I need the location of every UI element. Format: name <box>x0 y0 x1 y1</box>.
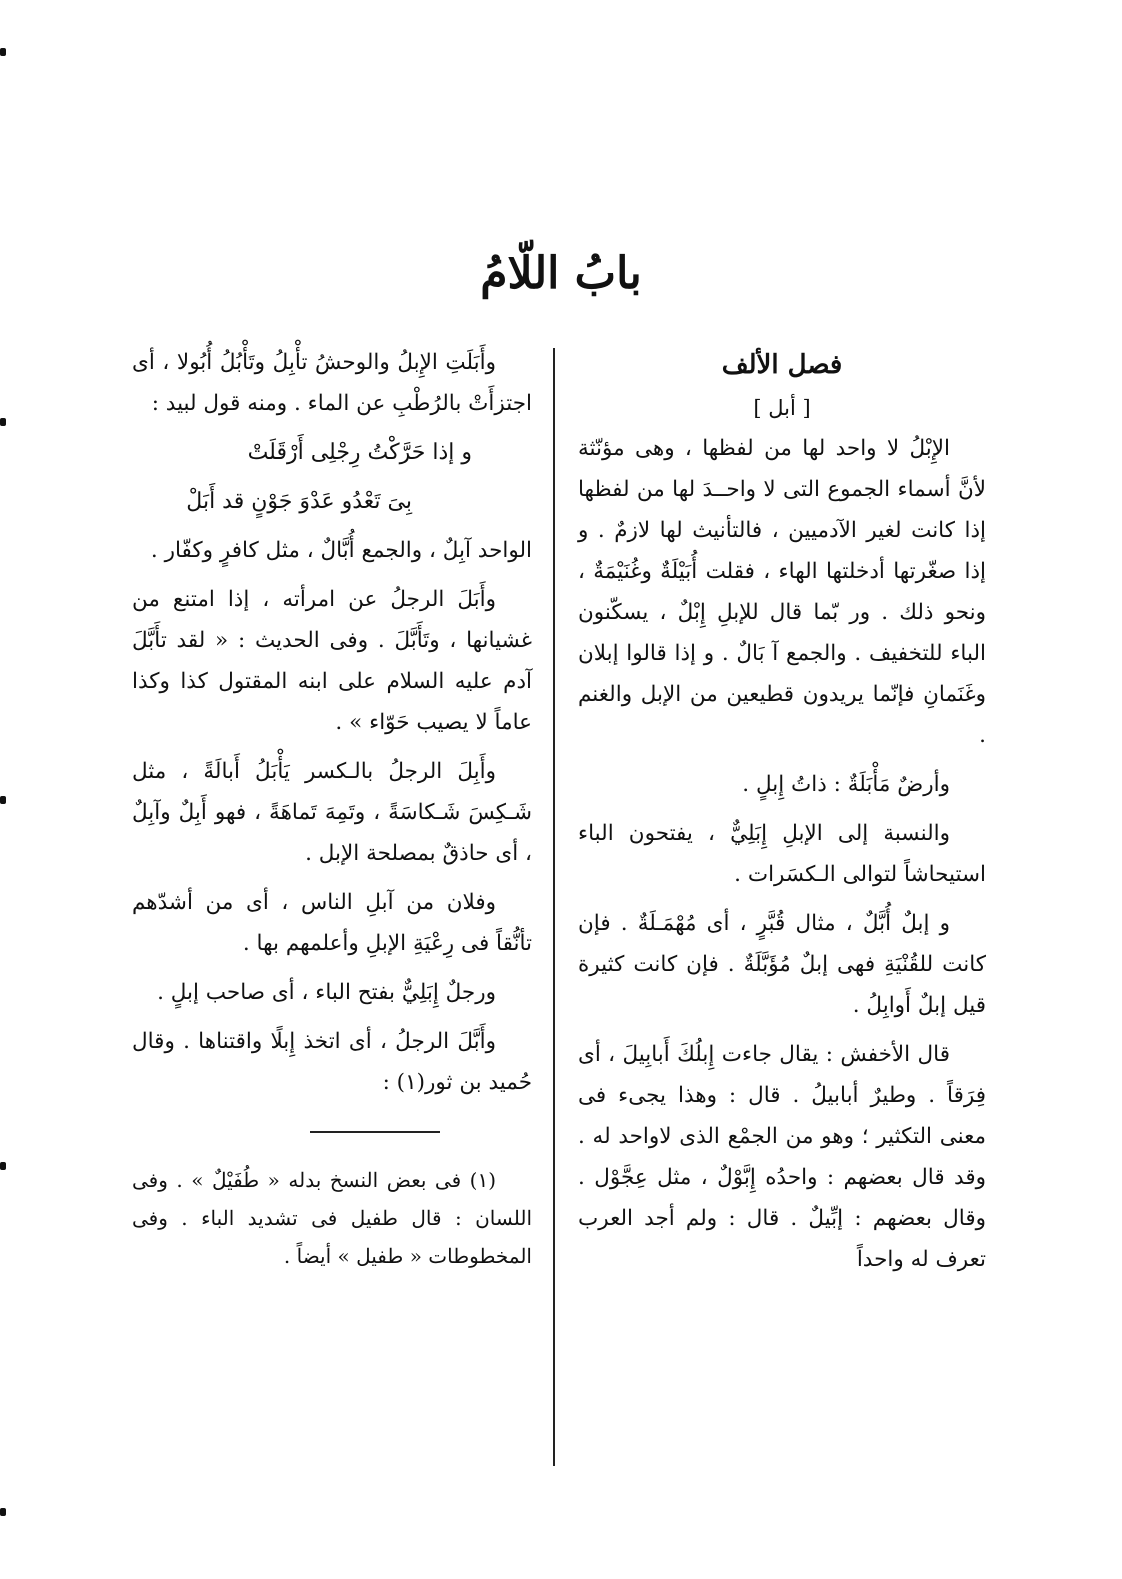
column-divider <box>553 348 555 1466</box>
paragraph: ورجلٌ إِبَلِيٌّ بفتح الباء ، أى صاحب إبلٍ . <box>157 980 496 1005</box>
paragraph: وأَبَّلَ الرجلُ ، أى اتخذ إِبلًا واقتناها . وقال حُميد بن ثور(١) : <box>132 1029 532 1095</box>
scan-edge-mark <box>0 48 6 56</box>
paragraph: وأَبَلَ الرجلُ عن امرأته ، إذا امتنع من غشيانها ، وتَأَبَّلَ . وفى الحديث : « لقد تأَبَّلَ آدم عليه السلام على ابنه المقتول كذا وكذا عاماً لا يصيب حَوّاء » . <box>132 587 532 735</box>
verse-line: بِىَ تَعْدُو عَدْوَ جَوْنٍ قد أَبَلْ <box>186 489 412 514</box>
right-column <box>578 342 986 1288</box>
chapter-title: بابُ اللّامُ <box>480 248 642 299</box>
paragraph: الإِبْلُ لا واحد لها من لفظها ، وهى مؤنّثة لأنَّ أسماء الجموع التى لا واحــدَ لها من لفظها إذا كانت لغير الآدميين ، فالتأنيث لها لازمٌ . و إذا صغّرتها أدخلتها الهاء ، فقلت أُبَيْلَةٌ وغُنَيْمَةٌ ، ونحو ذلك . ور بّما قال للإبلِ إِبْلٌ ، يسكّنون الباء للتخفيف . والجمع آ بَالٌ . و إذا قالوا إبلان وغَنَمانِ فإنّما يريدون قطيعين من الإبل والغنم . <box>578 436 986 748</box>
paragraph: وأرضٌ مَأْبَلَةٌ : ذاتُ إِبلٍ . <box>742 772 950 797</box>
paragraph: الواحد آبِلٌ ، والجمع أُبَّالٌ ، مثل كافرٍ وكفّار . <box>150 538 532 563</box>
paragraph: قال الأخفش : يقال جاءت إِبلُكَ أَبابِيلَ ، أى فِرَقاً . وطيرٌ أبابيلُ . قال : وهذا يجىء فى معنى التكثير ؛ وهو من الجمْع الذى لاواحد له . وقد قال بعضهم : واحدُه إِبَّوْلٌ ، مثل عِجَّوْل . وقال بعضهم : إبِّيلٌ . قال : ولم أجد العرب تعرف له واحداً <box>578 1042 986 1272</box>
left-column <box>132 342 532 1275</box>
paragraph: وأَبِلَ الرجلُ بالـكسر يَأْبَلُ أَبالَةً ، مثل شَـكِسَ شَـكاسَةً ، وتَمِهَ تَماهَةً ، فهو أَبِلٌ وآبِلٌ ، أى حاذقٌ بمصلحة الإبل . <box>132 759 532 866</box>
entry-head: [ أبل ] <box>753 396 811 420</box>
scan-edge-mark <box>0 796 6 804</box>
scan-edge-mark <box>0 418 6 426</box>
section-title: فصل الألف <box>721 350 843 380</box>
scan-edge-mark <box>0 1508 6 1516</box>
footnote-rule <box>310 1131 440 1133</box>
paragraph: وفلان من آبلِ الناس ، أى من أشدّهم تأنُّقاً فى رِعْيَةِ الإبلِ وأعلمهم بها . <box>132 890 532 956</box>
scan-edge-mark <box>0 1162 6 1170</box>
paragraph: وأَبَلَتِ الإِبلُ والوحشُ تأْبِلُ وتَأْبُلُ أُبُولا ، أى اجتزأَتْ بالرُطْبِ عن الماء . ومنه قول لبيد : <box>132 350 532 416</box>
paragraph: و إبلٌ أُبَّلٌ ، مثال قُبَّرٍ ، أى مُهْمَـلَةٌ . فإن كانت للقُنْيَةِ فهى إبلٌ مُؤَبَّلَةٌ . فإن كانت كثيرة قيل إبلٌ أَوابِلُ . <box>578 911 986 1018</box>
footnote: (١) فى بعض النسخ بدله « طُفَيْلٌ » . وفى اللسان : قال طفيل فى تشديد الباء . وفى المخطوطات « طفيل » أيضاً . <box>132 1168 532 1268</box>
verse-line: و إذا حَرَّكْتُ رِجْلِى أَرْقَلَتْ <box>247 440 472 465</box>
paragraph: والنسبة إلى الإبلِ إِبَلِيٌّ ، يفتحون الباء استيحاشاً لتوالى الـكسَرات . <box>578 821 986 887</box>
